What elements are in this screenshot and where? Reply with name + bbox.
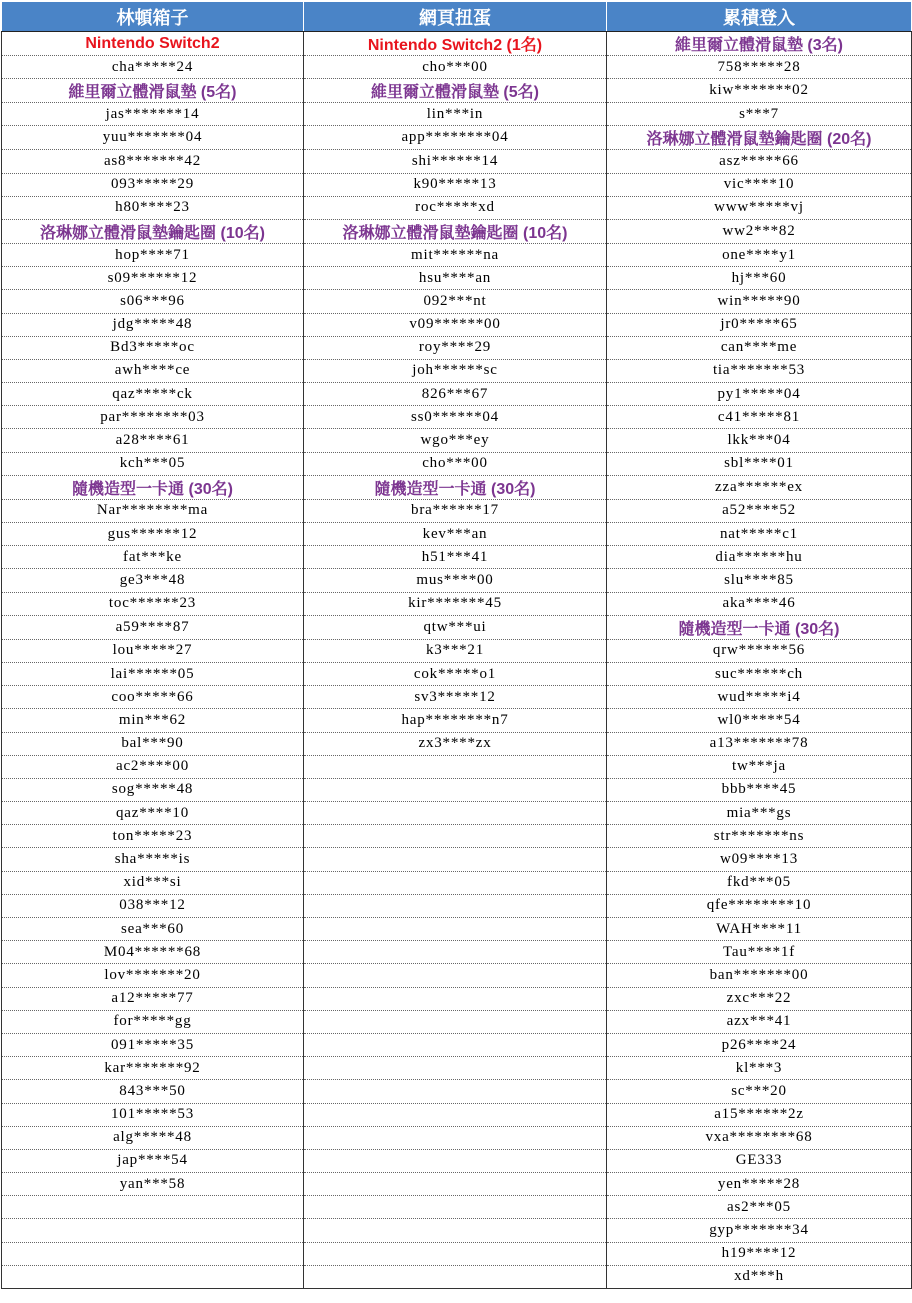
table-row [2,1196,912,1219]
table-row [2,592,912,615]
winner-name: shi******14 [304,150,607,173]
winner-name: cok*****o1 [304,662,607,685]
prize-heading: 隨機造型一卡通 (30名) [304,475,607,499]
winner-name: h19****12 [607,1242,912,1265]
empty-cell [304,1103,607,1126]
table-row [2,918,912,941]
empty-cell [304,1219,607,1242]
empty-cell [304,1265,607,1288]
winner-name: slu****85 [607,569,912,592]
table-row [2,359,912,382]
winner-name: hj***60 [607,267,912,290]
winner-name: lin***in [304,103,607,126]
winner-name: min***62 [2,709,304,732]
winner-name: awh****ce [2,359,304,382]
winner-name: asz*****66 [607,150,912,173]
winner-name: hap********n7 [304,709,607,732]
winner-name: ac2****00 [2,755,304,778]
column-header-cumulative-login: 累積登入 [607,2,912,32]
empty-cell [304,871,607,894]
winner-name: Bd3*****oc [2,336,304,359]
empty-cell [304,987,607,1010]
winner-name: can****me [607,336,912,359]
table-row [2,336,912,359]
winner-name: 093*****29 [2,173,304,196]
column-header-web-gacha: 網頁扭蛋 [304,2,607,32]
winner-name: w09****13 [607,848,912,871]
winner-name: cho***00 [304,452,607,475]
table-row [2,732,912,755]
empty-cell [304,755,607,778]
winner-name: a59****87 [2,615,304,639]
prize-heading: Nintendo Switch2 (1名) [304,32,607,56]
winner-name: app********04 [304,126,607,150]
winner-name: kir*******45 [304,592,607,615]
winner-name: jap****54 [2,1149,304,1172]
table-row [2,219,912,243]
winner-name: sea***60 [2,918,304,941]
table-row [2,639,912,662]
winner-name: cha*****24 [2,56,304,79]
winner-name: nat*****c1 [607,523,912,546]
table-row [2,173,912,196]
winner-name: fkd***05 [607,871,912,894]
winner-name: gyp*******34 [607,1219,912,1242]
table-row [2,32,912,56]
winner-name: www*****vj [607,196,912,219]
winner-name: 758*****28 [607,56,912,79]
winner-name: wgo***ey [304,429,607,452]
empty-cell [2,1196,304,1219]
winner-name: 826***67 [304,383,607,406]
winner-name: toc******23 [2,592,304,615]
empty-cell [304,1080,607,1103]
table-row [2,150,912,173]
empty-cell [304,918,607,941]
table-row [2,1033,912,1056]
table-row [2,1265,912,1288]
winner-name: M04******68 [2,941,304,964]
table-row [2,429,912,452]
winner-name: lou*****27 [2,639,304,662]
winner-name: kiw*******02 [607,79,912,103]
winner-name: bra******17 [304,499,607,522]
winner-name: azx***41 [607,1010,912,1033]
empty-cell [304,848,607,871]
winner-name: tia*******53 [607,359,912,382]
winner-name: for*****gg [2,1010,304,1033]
table-row [2,1126,912,1149]
winner-name: 038***12 [2,894,304,917]
winner-name: h51***41 [304,546,607,569]
winner-name: a15******2z [607,1103,912,1126]
empty-cell [304,1126,607,1149]
table-row [2,569,912,592]
table-row [2,406,912,429]
winner-name: k90*****13 [304,173,607,196]
empty-cell [304,1242,607,1265]
table-row [2,313,912,336]
winner-name: wl0*****54 [607,709,912,732]
header-row [2,2,912,32]
winner-name: qaz*****ck [2,383,304,406]
winner-name: a12*****77 [2,987,304,1010]
table-row [2,290,912,313]
table-row [2,894,912,917]
table-row [2,964,912,987]
empty-cell [304,1010,607,1033]
table-row [2,126,912,150]
prize-heading: 洛琳娜立體滑鼠墊鑰匙圈 (10名) [304,219,607,243]
table-row [2,196,912,219]
prize-heading: 維里爾立體滑鼠墊 (5名) [304,79,607,103]
winner-name: str*******ns [607,825,912,848]
prize-heading: 洛琳娜立體滑鼠墊鑰匙圈 (10名) [2,219,304,243]
winner-name: qfe********10 [607,894,912,917]
table-row [2,452,912,475]
table-row [2,1242,912,1265]
table-row [2,662,912,685]
empty-cell [304,1033,607,1056]
winner-name: 091*****35 [2,1033,304,1056]
winner-name: qtw***ui [304,615,607,639]
winner-name: yuu*******04 [2,126,304,150]
winner-name: h80****23 [2,196,304,219]
winner-name: hsu****an [304,267,607,290]
winner-name: as8*******42 [2,150,304,173]
winner-name: lov*******20 [2,964,304,987]
table-row [2,79,912,103]
winner-name: mit******na [304,243,607,266]
empty-cell [304,778,607,801]
winner-name: ban*******00 [607,964,912,987]
winners-table [1,1,912,1289]
winner-name: roc*****xd [304,196,607,219]
winner-name: lai******05 [2,662,304,685]
table-row [2,103,912,126]
winner-name: a13*******78 [607,732,912,755]
winner-name: mia***gs [607,802,912,825]
winner-name: aka****46 [607,592,912,615]
winner-name: one****y1 [607,243,912,266]
winner-name: Nar********ma [2,499,304,522]
prize-heading: 隨機造型一卡通 (30名) [607,615,912,639]
table-row [2,383,912,406]
winner-name: gus******12 [2,523,304,546]
winner-name: a52****52 [607,499,912,522]
empty-cell [304,941,607,964]
winner-name: joh******sc [304,359,607,382]
winner-name: sha*****is [2,848,304,871]
table-row [2,987,912,1010]
winner-name: tw***ja [607,755,912,778]
winner-name: kev***an [304,523,607,546]
winner-name: alg*****48 [2,1126,304,1149]
winner-name: wud*****i4 [607,686,912,709]
winner-name: WAH****11 [607,918,912,941]
winner-name: bbb****45 [607,778,912,801]
empty-cell [304,1057,607,1080]
winner-name: zx3****zx [304,732,607,755]
winner-name: s***7 [607,103,912,126]
table-row [2,941,912,964]
winner-name: dia******hu [607,546,912,569]
winner-name: ton*****23 [2,825,304,848]
winner-name: 101*****53 [2,1103,304,1126]
winner-name: bal***90 [2,732,304,755]
table-row [2,1149,912,1172]
table-row [2,686,912,709]
table-row [2,1010,912,1033]
table-row [2,1080,912,1103]
winner-name: lkk***04 [607,429,912,452]
winner-name: qaz****10 [2,802,304,825]
table-row [2,1103,912,1126]
empty-cell [304,1149,607,1172]
winner-name: par********03 [2,406,304,429]
table-row [2,56,912,79]
winner-name: p26****24 [607,1033,912,1056]
empty-cell [304,1173,607,1196]
table-row [2,499,912,522]
winner-name: roy****29 [304,336,607,359]
winner-name: qrw******56 [607,639,912,662]
winner-name: jas*******14 [2,103,304,126]
table-row [2,546,912,569]
winner-name: 092***nt [304,290,607,313]
winner-name: jr0*****65 [607,313,912,336]
table-row [2,709,912,732]
empty-cell [2,1242,304,1265]
winner-name: kch***05 [2,452,304,475]
winner-name: py1*****04 [607,383,912,406]
winner-name: GE333 [607,1149,912,1172]
empty-cell [2,1219,304,1242]
winner-name: win*****90 [607,290,912,313]
column-header-linton-box: 林頓箱子 [2,2,304,32]
winner-name: a28****61 [2,429,304,452]
winners-body [2,32,912,1289]
winner-name: yan***58 [2,1173,304,1196]
winner-name: fat***ke [2,546,304,569]
winner-name: 843***50 [2,1080,304,1103]
empty-cell [304,802,607,825]
prize-heading: Nintendo Switch2 [2,32,304,56]
winner-name: vic****10 [607,173,912,196]
winner-name: mus****00 [304,569,607,592]
table-row [2,1219,912,1242]
empty-cell [304,825,607,848]
table-row [2,243,912,266]
winner-name: kar*******92 [2,1057,304,1080]
table-row [2,475,912,499]
winner-name: as2***05 [607,1196,912,1219]
table-row [2,802,912,825]
winner-name: ww2***82 [607,219,912,243]
prize-heading: 維里爾立體滑鼠墊 (5名) [2,79,304,103]
winner-name: yen*****28 [607,1173,912,1196]
table-row [2,848,912,871]
winner-name: ss0******04 [304,406,607,429]
prize-heading: 隨機造型一卡通 (30名) [2,475,304,499]
table-row [2,523,912,546]
winner-name: cho***00 [304,56,607,79]
table-row [2,755,912,778]
table-row [2,267,912,290]
winner-name: hop****71 [2,243,304,266]
winner-name: sbl****01 [607,452,912,475]
table-row [2,778,912,801]
winner-name: c41*****81 [607,406,912,429]
winner-name: suc******ch [607,662,912,685]
table-row [2,1173,912,1196]
empty-cell [304,964,607,987]
winner-name: xd***h [607,1265,912,1288]
winner-name: jdg*****48 [2,313,304,336]
empty-cell [304,1196,607,1219]
winner-name: coo*****66 [2,686,304,709]
winner-name: zxc***22 [607,987,912,1010]
winner-name: k3***21 [304,639,607,662]
prize-heading: 洛琳娜立體滑鼠墊鑰匙圈 (20名) [607,126,912,150]
winner-name: ge3***48 [2,569,304,592]
table-row [2,1057,912,1080]
table-row [2,871,912,894]
winner-name: vxa********68 [607,1126,912,1149]
winner-name: xid***si [2,871,304,894]
table-row [2,615,912,639]
empty-cell [2,1265,304,1288]
empty-cell [304,894,607,917]
winner-name: kl***3 [607,1057,912,1080]
winner-name: sv3*****12 [304,686,607,709]
winner-name: sc***20 [607,1080,912,1103]
winner-name: Tau****1f [607,941,912,964]
winner-name: v09******00 [304,313,607,336]
winner-name: sog*****48 [2,778,304,801]
winner-name: s09******12 [2,267,304,290]
table-row [2,825,912,848]
winner-name: s06***96 [2,290,304,313]
winner-name: zza******ex [607,475,912,499]
prize-heading: 維里爾立體滑鼠墊 (3名) [607,32,912,56]
